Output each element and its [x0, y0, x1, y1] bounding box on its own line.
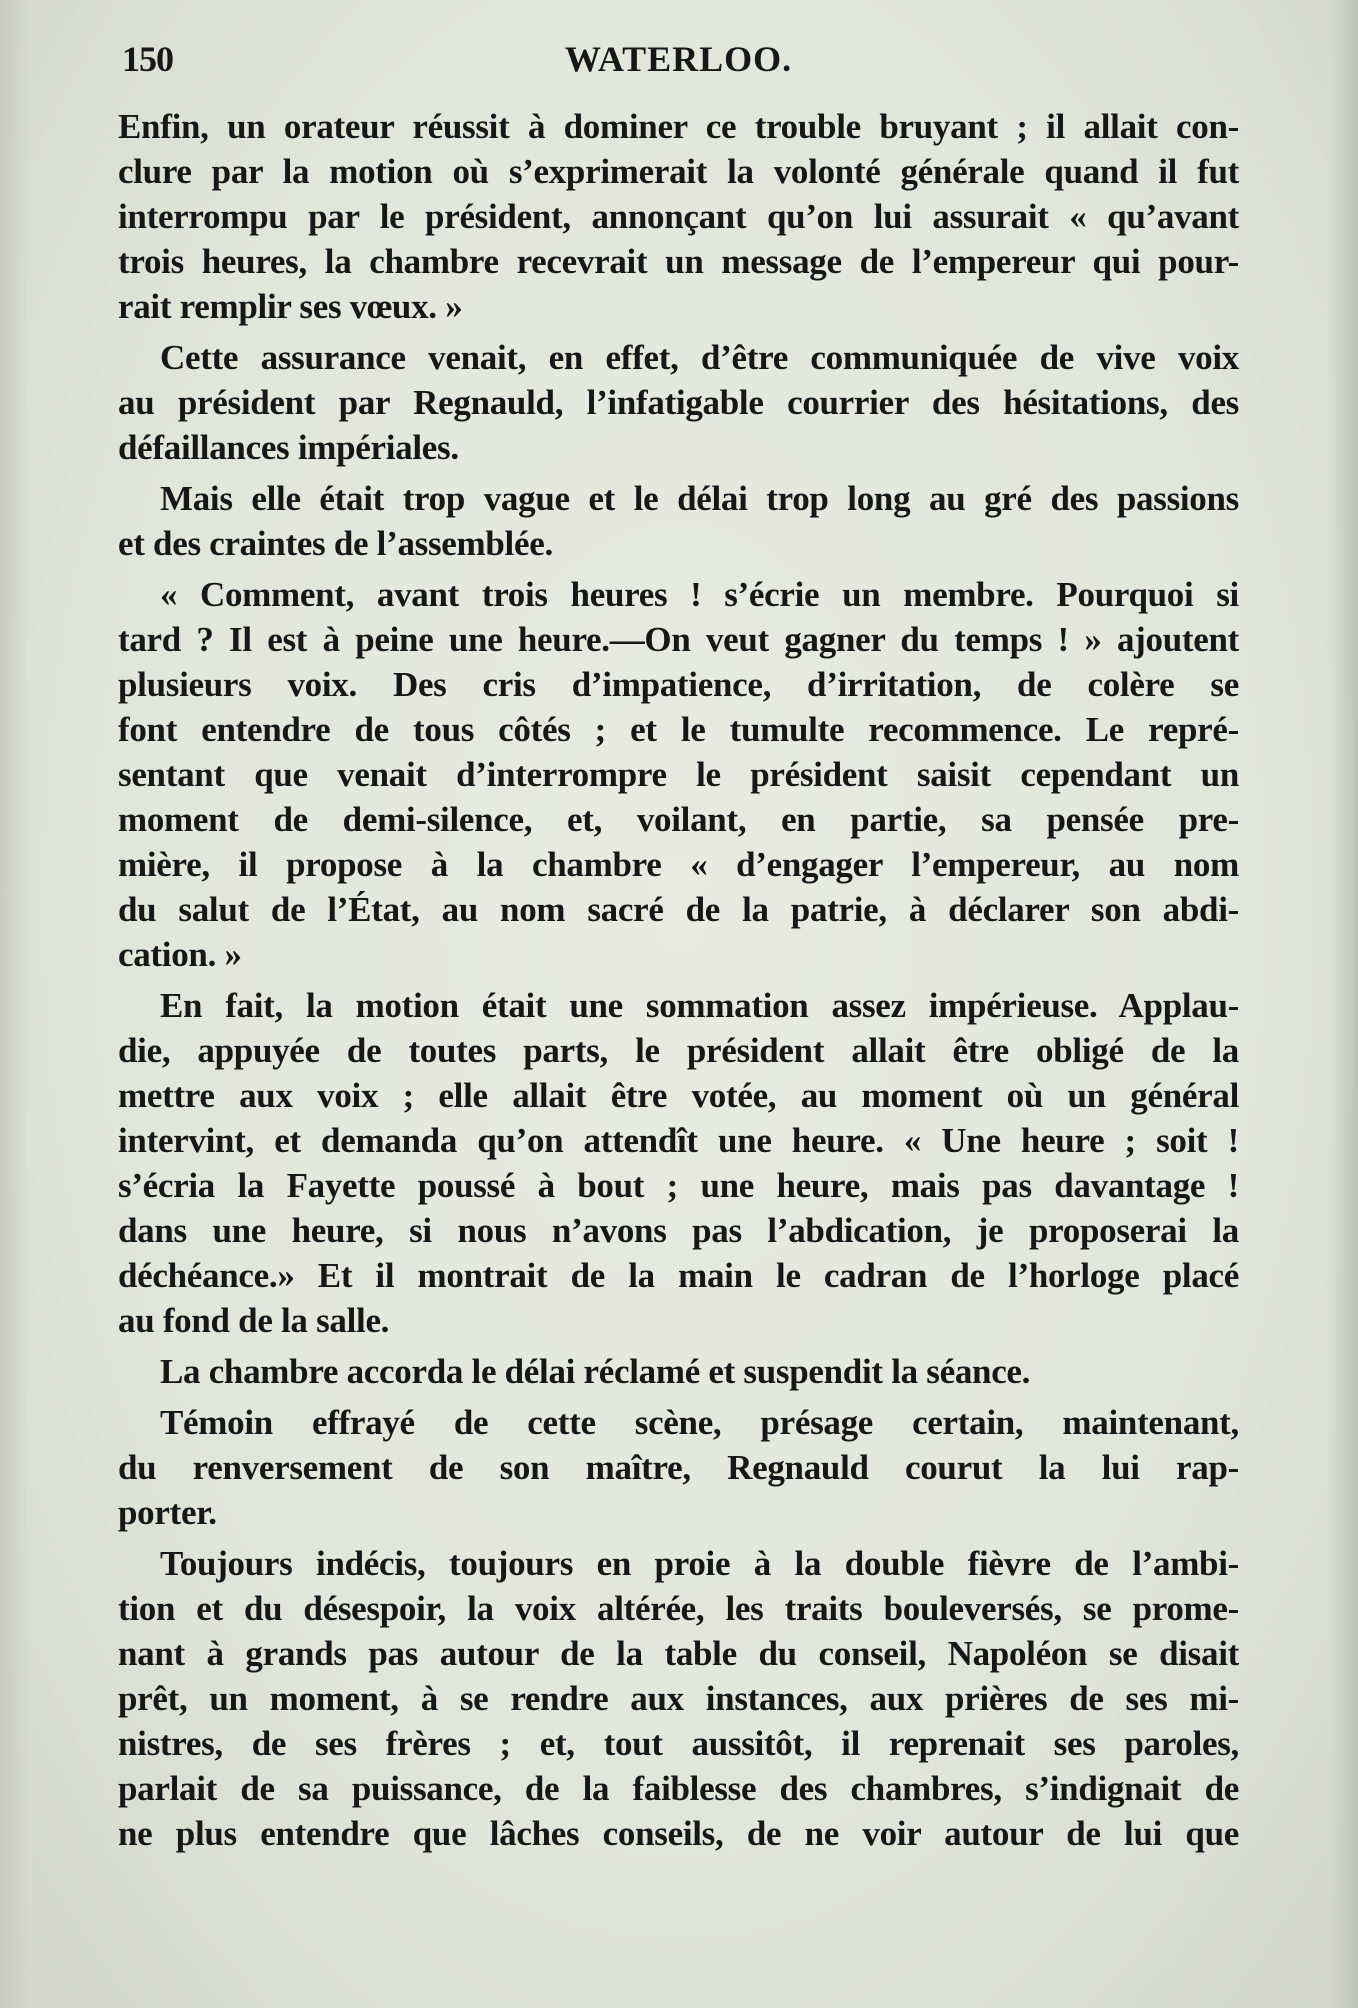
text-line: cation. » [118, 935, 242, 974]
text-line: au fond de la salle. [118, 1301, 390, 1340]
running-title: WATERLOO. [564, 39, 793, 79]
text-line: ne plus entendre que lâches conseils, de ne voir autour de lui que [118, 1814, 1239, 1853]
page-header [118, 38, 1239, 82]
text-line: nant à grands pas autour de la table du conseil, Napoléon se disait [118, 1634, 1239, 1673]
text-line: Témoin effrayé de cette scène, présage certain, maintenant, [160, 1403, 1239, 1442]
text-line: Toujours indécis, toujours en proie à la double fièvre de l’ambi- [160, 1544, 1239, 1583]
paragraph [118, 476, 1239, 566]
text-line: Mais elle était trop vague et le délai trop long au gré des passions [160, 479, 1239, 518]
text-line: déchéance.» Et il montrait de la main le cadran de l’horloge placé [118, 1256, 1239, 1295]
text-line: et des craintes de l’assemblée. [118, 524, 553, 563]
text-line: die, appuyée de toutes parts, le président allait être obligé de la [118, 1031, 1239, 1070]
page-number: 150 [122, 39, 173, 79]
paragraph [118, 572, 1239, 977]
text-line: intervint, et demanda qu’on attendît une heure. « Une heure ; soit ! [118, 1121, 1239, 1160]
text-line: tion et du désespoir, la voix altérée, les traits bouleversés, se prome- [118, 1589, 1239, 1628]
text-line: « Comment, avant trois heures ! s’écrie un membre. Pourquoi si [160, 575, 1239, 614]
text-line: au président par Regnauld, l’infatigable courrier des hésitations, des [118, 383, 1239, 422]
text-line: La chambre accorda le délai réclamé et suspendit la séance. [160, 1352, 1031, 1391]
text-line: du renversement de son maître, Regnauld courut la lui rap- [118, 1448, 1239, 1487]
text-line: sentant que venait d’interrompre le président saisit cependant un [118, 755, 1239, 794]
text-line: plusieurs voix. Des cris d’impatience, d’irritation, de colère se [118, 665, 1239, 704]
text-line: défaillances impériales. [118, 428, 459, 467]
text-line: prêt, un moment, à se rendre aux instances, aux prières de ses mi- [118, 1679, 1239, 1718]
paragraph [118, 1541, 1239, 1856]
text-line: dans une heure, si nous n’avons pas l’abdication, je proposerai la [118, 1211, 1239, 1250]
text-line: s’écria la Fayette poussé à bout ; une heure, mais pas davantage ! [118, 1166, 1239, 1205]
paragraph [118, 1349, 1239, 1394]
text-line: font entendre de tous côtés ; et le tumulte recommence. Le repré- [118, 710, 1239, 749]
text-line: porter. [118, 1493, 217, 1532]
page-body-text [118, 104, 1239, 1856]
text-line: du salut de l’État, au nom sacré de la patrie, à déclarer son abdi- [118, 890, 1239, 929]
text-line: moment de demi-silence, et, voilant, en partie, sa pensée pre- [118, 800, 1239, 839]
text-line: Cette assurance venait, en effet, d’être communiquée de vive voix [160, 338, 1239, 377]
text-line: mettre aux voix ; elle allait être votée, au moment où un général [118, 1076, 1239, 1115]
text-line: interrompu par le président, annonçant qu’on lui assurait « qu’avant [118, 197, 1239, 236]
page-edge-shadow-right [1328, 0, 1358, 2008]
text-line: En fait, la motion était une sommation assez impérieuse. Applau- [160, 986, 1239, 1025]
text-line: rait remplir ses vœux. » [118, 287, 463, 326]
paragraph [118, 104, 1239, 329]
paragraph [118, 983, 1239, 1343]
text-line: Enfin, un orateur réussit à dominer ce trouble bruyant ; il allait con- [118, 107, 1239, 146]
text-line: clure par la motion où s’exprimerait la volonté générale quand il fut [118, 152, 1239, 191]
paragraph [118, 335, 1239, 470]
text-line: tard ? Il est à peine une heure.—On veut gagner du temps ! » ajoutent [118, 620, 1239, 659]
text-line: mière, il propose à la chambre « d’engager l’empereur, au nom [118, 845, 1239, 884]
page-edge-shadow-left [0, 0, 30, 2008]
text-line: nistres, de ses frères ; et, tout aussitôt, il reprenait ses paroles, [118, 1724, 1239, 1763]
paragraph [118, 1400, 1239, 1535]
text-line: parlait de sa puissance, de la faiblesse des chambres, s’indignait de [118, 1769, 1239, 1808]
text-line: trois heures, la chambre recevrait un message de l’empereur qui pour- [118, 242, 1239, 281]
